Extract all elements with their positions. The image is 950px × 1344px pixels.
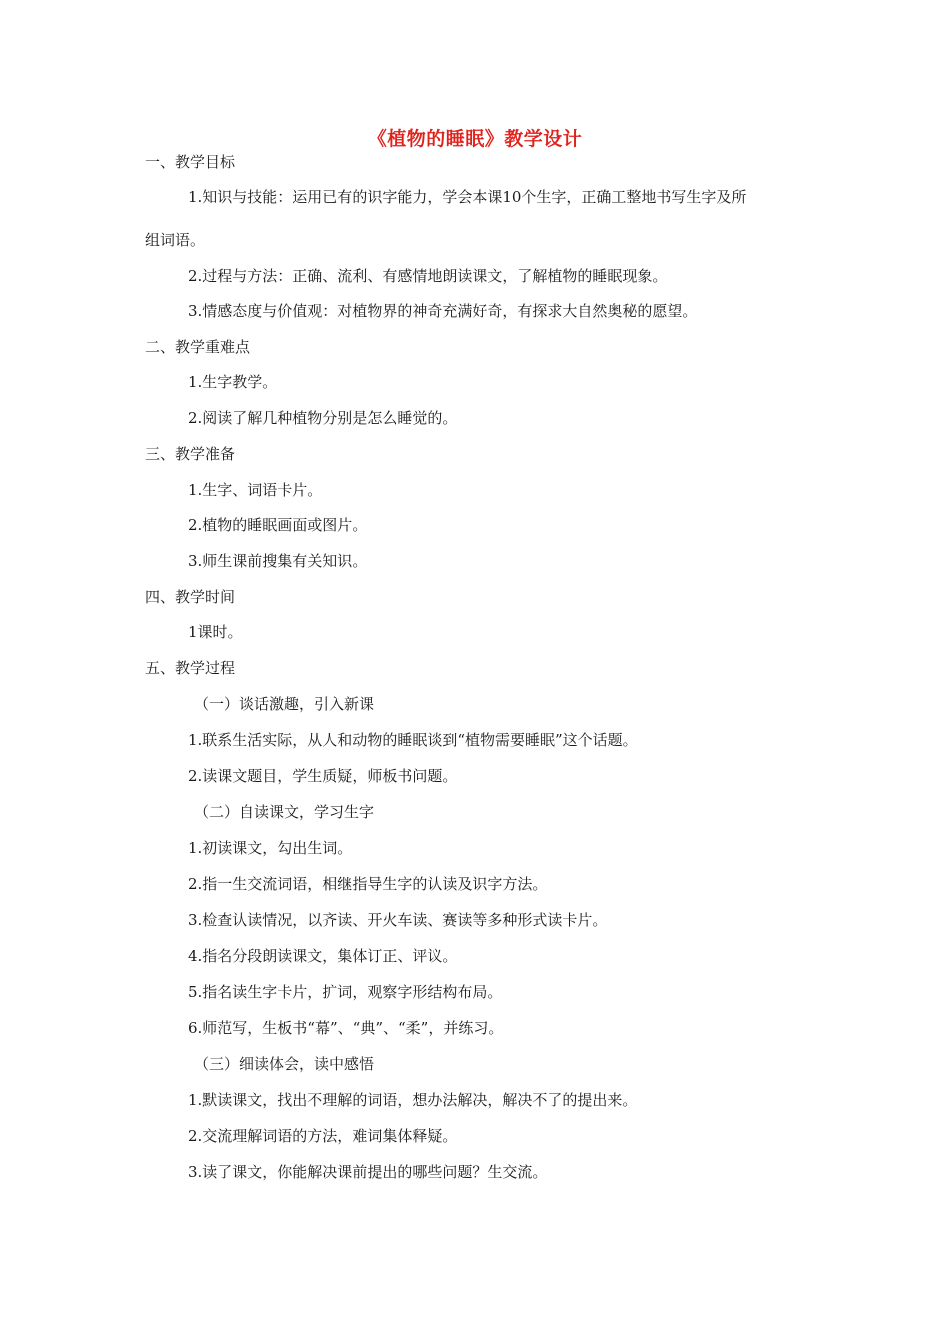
section-heading-time: 四、教学时间 [145,588,236,606]
process-part-2-item-2: 2.指一生交流词语，相继指导生字的认读及识字方法。 [188,875,548,893]
section-heading-process: 五、教学过程 [145,659,236,677]
key-point-item-1: 1.生字教学。 [188,373,278,391]
objective-item-2: 2.过程与方法：正确、流利、有感情地朗读课文，了解植物的睡眠现象。 [188,267,668,285]
document-title: 《植物的睡眠》教学设计 [367,128,583,150]
process-part-1-heading: （一）谈话激趣，引入新课 [194,695,375,713]
process-part-1-item-2: 2.读课文题目，学生质疑，师板书问题。 [188,767,458,785]
process-part-3-heading: （三）细读体会，读中感悟 [194,1055,375,1073]
process-part-2-item-4: 4.指名分段朗读课文，集体订正、评议。 [188,947,458,965]
preparation-item-1: 1.生字、词语卡片。 [188,481,323,499]
section-heading-objectives: 一、教学目标 [145,153,236,171]
process-part-3-item-1: 1.默读课文，找出不理解的词语，想办法解决，解决不了的提出来。 [188,1091,638,1109]
time-item-1: 1课时。 [188,623,243,641]
process-part-2-item-3: 3.检查认读情况，以齐读、开火车读、赛读等多种形式读卡片。 [188,911,608,929]
objective-item-1-continued: 组词语。 [145,231,206,249]
objective-item-3: 3.情感态度与价值观：对植物界的神奇充满好奇，有探求大自然奥秘的愿望。 [188,302,698,320]
key-point-item-2: 2.阅读了解几种植物分别是怎么睡觉的。 [188,409,458,427]
process-part-2-item-6: 6.师范写，生板书“幕”、“典”、“柔”，并练习。 [188,1019,504,1037]
process-part-3-item-3: 3.读了课文，你能解决课前提出的哪些问题？生交流。 [188,1163,548,1181]
preparation-item-2: 2.植物的睡眠画面或图片。 [188,516,368,534]
objective-item-1: 1.知识与技能：运用已有的识字能力，学会本课10个生字，正确工整地书写生字及所 [188,188,747,206]
process-part-1-item-1: 1.联系生活实际，从人和动物的睡眠谈到“植物需要睡眠”这个话题。 [188,731,638,749]
section-heading-preparation: 三、教学准备 [145,445,236,463]
process-part-2-item-5: 5.指名读生字卡片，扩词，观察字形结构布局。 [188,983,503,1001]
section-heading-key-points: 二、教学重难点 [145,338,251,356]
process-part-2-item-1: 1.初读课文，勾出生词。 [188,839,353,857]
process-part-2-heading: （二）自读课文，学习生字 [194,803,375,821]
process-part-3-item-2: 2.交流理解词语的方法，难词集体释疑。 [188,1127,458,1145]
preparation-item-3: 3.师生课前搜集有关知识。 [188,552,368,570]
